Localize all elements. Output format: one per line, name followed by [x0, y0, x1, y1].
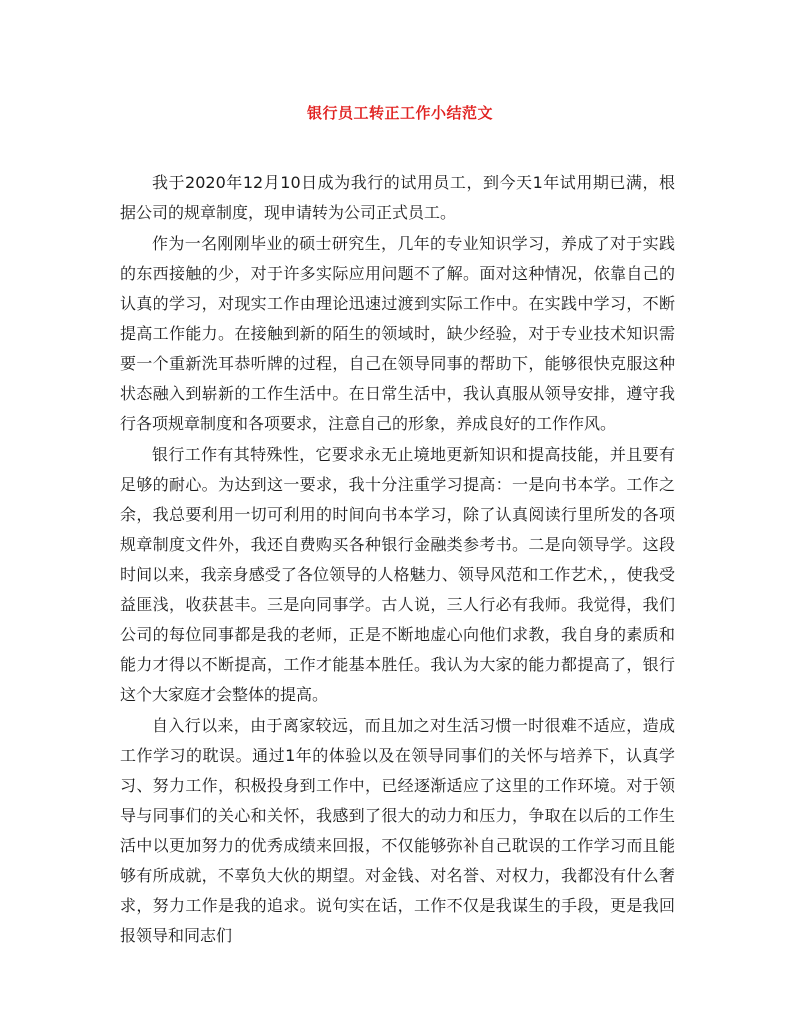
paragraph-1: 我于2020年12月10日成为我行的试用员工，到今天1年试用期已满，根据公司的规章制度，现申请转为公司正式员工。 — [120, 173, 675, 222]
paragraph-3: 银行工作有其特殊性，它要求永无止境地更新知识和提高技能，并且要有足够的耐心。为达到这一要求，我十分注重学习提高：一是向书本学。工作之余，我总要利用一切可利用的时间向书本学习，除了认真阅读行里所发的各项规章制度文件外，我还自费购买各种银行金融类参考书。二是向领导学。这段时间以来，我亲身感受了各位领导的人格魅力、领导风范和工作艺术，，使我受益匪浅，收获甚丰。三是向同事学。古人说，三人行必有我师。我觉得，我们公司的每位同事都是我的老师，正是不断地虚心向他们求教，我自身的素质和能力才得以不断提高，工作才能基本胜任。我认为大家的能力都提高了，银行这个大家庭才会整体的提高。 — [120, 445, 675, 704]
paragraph-2: 作为一名刚刚毕业的硕士研究生，几年的专业知识学习，养成了对于实践的东西接触的少，对于许多实际应用问题不了解。面对这种情况，依靠自己的认真的学习，对现实工作由理论迅速过渡到实际工作中。在实践中学习，不断提高工作能力。在接触到新的陌生的领域时，缺少经验，对于专业技术知识需要一个重新洗耳恭听牌的过程，自己在领导同事的帮助下，能够很快克服这种状态融入到崭新的工作生活中。在日常生活中，我认真服从领导安排，遵守我行各项规章制度和各项要求，注意自己的形象，养成良好的工作作风。 — [120, 234, 675, 433]
document-title: 银行员工转正工作小结范文 — [306, 104, 493, 122]
document-body — [120, 168, 675, 952]
paragraph-4: 自入行以来，由于离家较远，而且加之对生活习惯一时很难不适应，造成工作学习的耽误。通过1年的体验以及在领导同事们的关怀与培养下，认真学习、努力工作，积极投身到工作中，已经逐渐适应了这里的工作环境。对于领导与同事们的关心和关怀，我感到了很大的动力和压力，争取在以后的工作生活中以更加努力的优秀成绩来回报，不仅能够弥补自己耽误的工作学习而且能够有所成就，不辜负大伙的期望。对金钱、对名誉、对权力，我都没有什么奢求，努力工作是我的追求。说句实在话，工作不仅是我谋生的手段，更是我回报领导和同志们 — [120, 716, 675, 945]
